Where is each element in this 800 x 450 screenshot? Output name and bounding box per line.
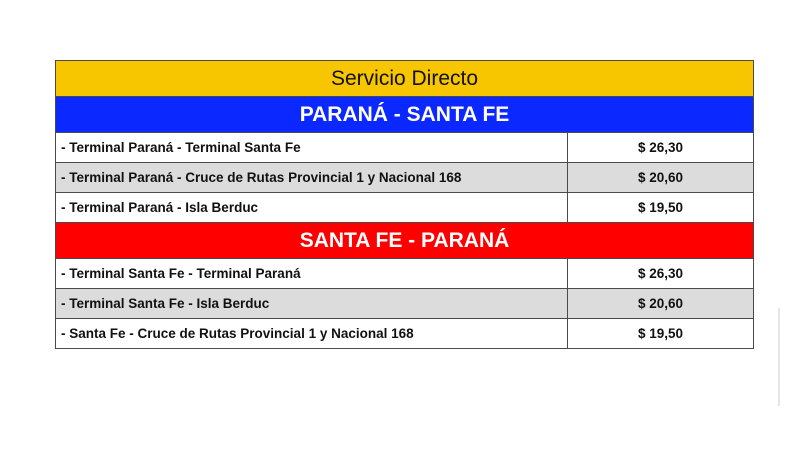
table-row bbox=[56, 289, 753, 319]
table-row bbox=[56, 319, 753, 348]
table-title: Servicio Directo bbox=[56, 61, 753, 97]
table-row bbox=[56, 193, 753, 223]
route-cell: - Terminal Santa Fe - Terminal Paraná bbox=[56, 259, 568, 288]
price-cell: $ 26,30 bbox=[637, 266, 684, 281]
route-cell: - Terminal Paraná - Cruce de Rutas Provincial 1 y Nacional 168 bbox=[56, 163, 568, 192]
route-cell: - Terminal Santa Fe - Isla Berduc bbox=[56, 289, 568, 318]
route-cell: - Santa Fe - Cruce de Rutas Provincial 1 y Nacional 168 bbox=[56, 319, 568, 348]
edge-divider bbox=[778, 308, 780, 406]
table-row bbox=[56, 163, 753, 193]
price-cell: $ 20,60 bbox=[637, 296, 684, 311]
price-cell: $ 26,30 bbox=[637, 140, 684, 155]
section-header-santa-fe-parana: SANTA FE - PARANÁ bbox=[56, 223, 753, 259]
fare-table bbox=[55, 60, 754, 349]
price-cell: $ 19,50 bbox=[637, 200, 684, 215]
table-row bbox=[56, 259, 753, 289]
price-cell: $ 19,50 bbox=[637, 326, 684, 341]
price-cell: $ 20,60 bbox=[637, 170, 684, 185]
section-header-parana-santa-fe: PARANÁ - SANTA FE bbox=[56, 97, 753, 133]
table-row bbox=[56, 133, 753, 163]
route-cell: - Terminal Paraná - Isla Berduc bbox=[56, 193, 568, 222]
route-cell: - Terminal Paraná - Terminal Santa Fe bbox=[56, 133, 568, 162]
